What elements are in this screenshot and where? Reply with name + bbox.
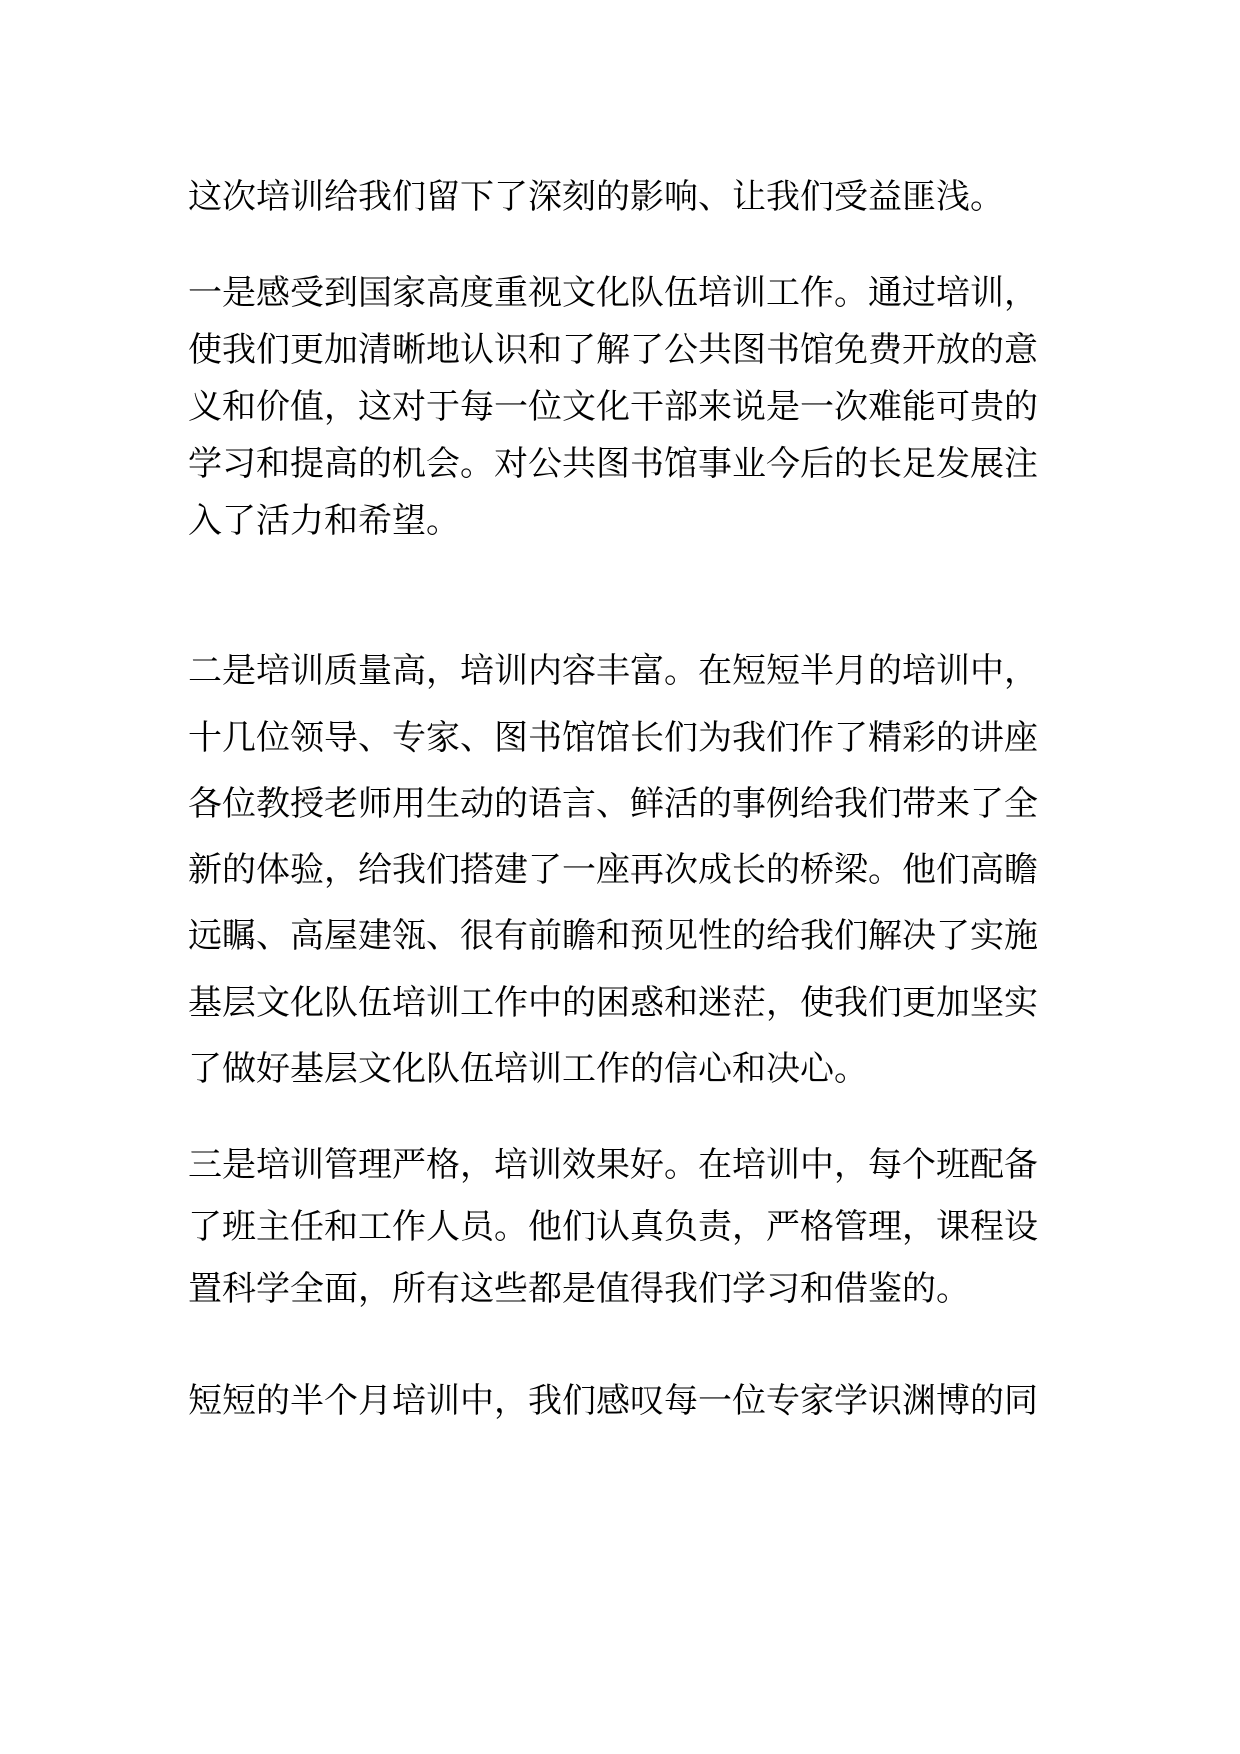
text-line: 使我们更加清晰地认识和了解了公共图书馆免费开放的意 bbox=[188, 330, 1038, 370]
text-line: 入了活力和希望。 bbox=[188, 501, 460, 541]
text-line: 各位教授老师用生动的语言、鲜活的事例给我们带来了全 bbox=[188, 784, 1038, 824]
text-line: 义和价值，这对于每一位文化干部来说是一次难能可贵的 bbox=[188, 387, 1038, 427]
text-line: 远瞩、高屋建瓴、很有前瞻和预见性的给我们解决了实施 bbox=[188, 916, 1038, 956]
text-line: 了班主任和工作人员。他们认真负责，严格管理，课程设 bbox=[188, 1207, 1038, 1247]
text-line: 三是培训管理严格，培训效果好。在培训中，每个班配备 bbox=[188, 1145, 1038, 1185]
text-line: 短短的半个月培训中，我们感叹每一位专家学识渊博的同 bbox=[188, 1381, 1038, 1421]
text-line: 二是培训质量高，培训内容丰富。在短短半月的培训中， bbox=[188, 651, 1038, 691]
text-line: 十几位领导、专家、图书馆馆长们为我们作了精彩的讲座 bbox=[188, 718, 1038, 758]
text-line: 一是感受到国家高度重视文化队伍培训工作。通过培训， bbox=[188, 273, 1038, 313]
text-line: 了做好基层文化队伍培训工作的信心和决心。 bbox=[188, 1049, 868, 1089]
text-line: 新的体验，给我们搭建了一座再次成长的桥梁。他们高瞻 bbox=[188, 850, 1038, 890]
text-line: 学习和提高的机会。对公共图书馆事业今后的长足发展注 bbox=[188, 444, 1038, 484]
text-line: 基层文化队伍培训工作中的困惑和迷茫，使我们更加坚实 bbox=[188, 983, 1038, 1023]
text-line: 这次培训给我们留下了深刻的影响、让我们受益匪浅。 bbox=[188, 177, 1004, 217]
text-line: 置科学全面，所有这些都是值得我们学习和借鉴的。 bbox=[188, 1269, 970, 1309]
